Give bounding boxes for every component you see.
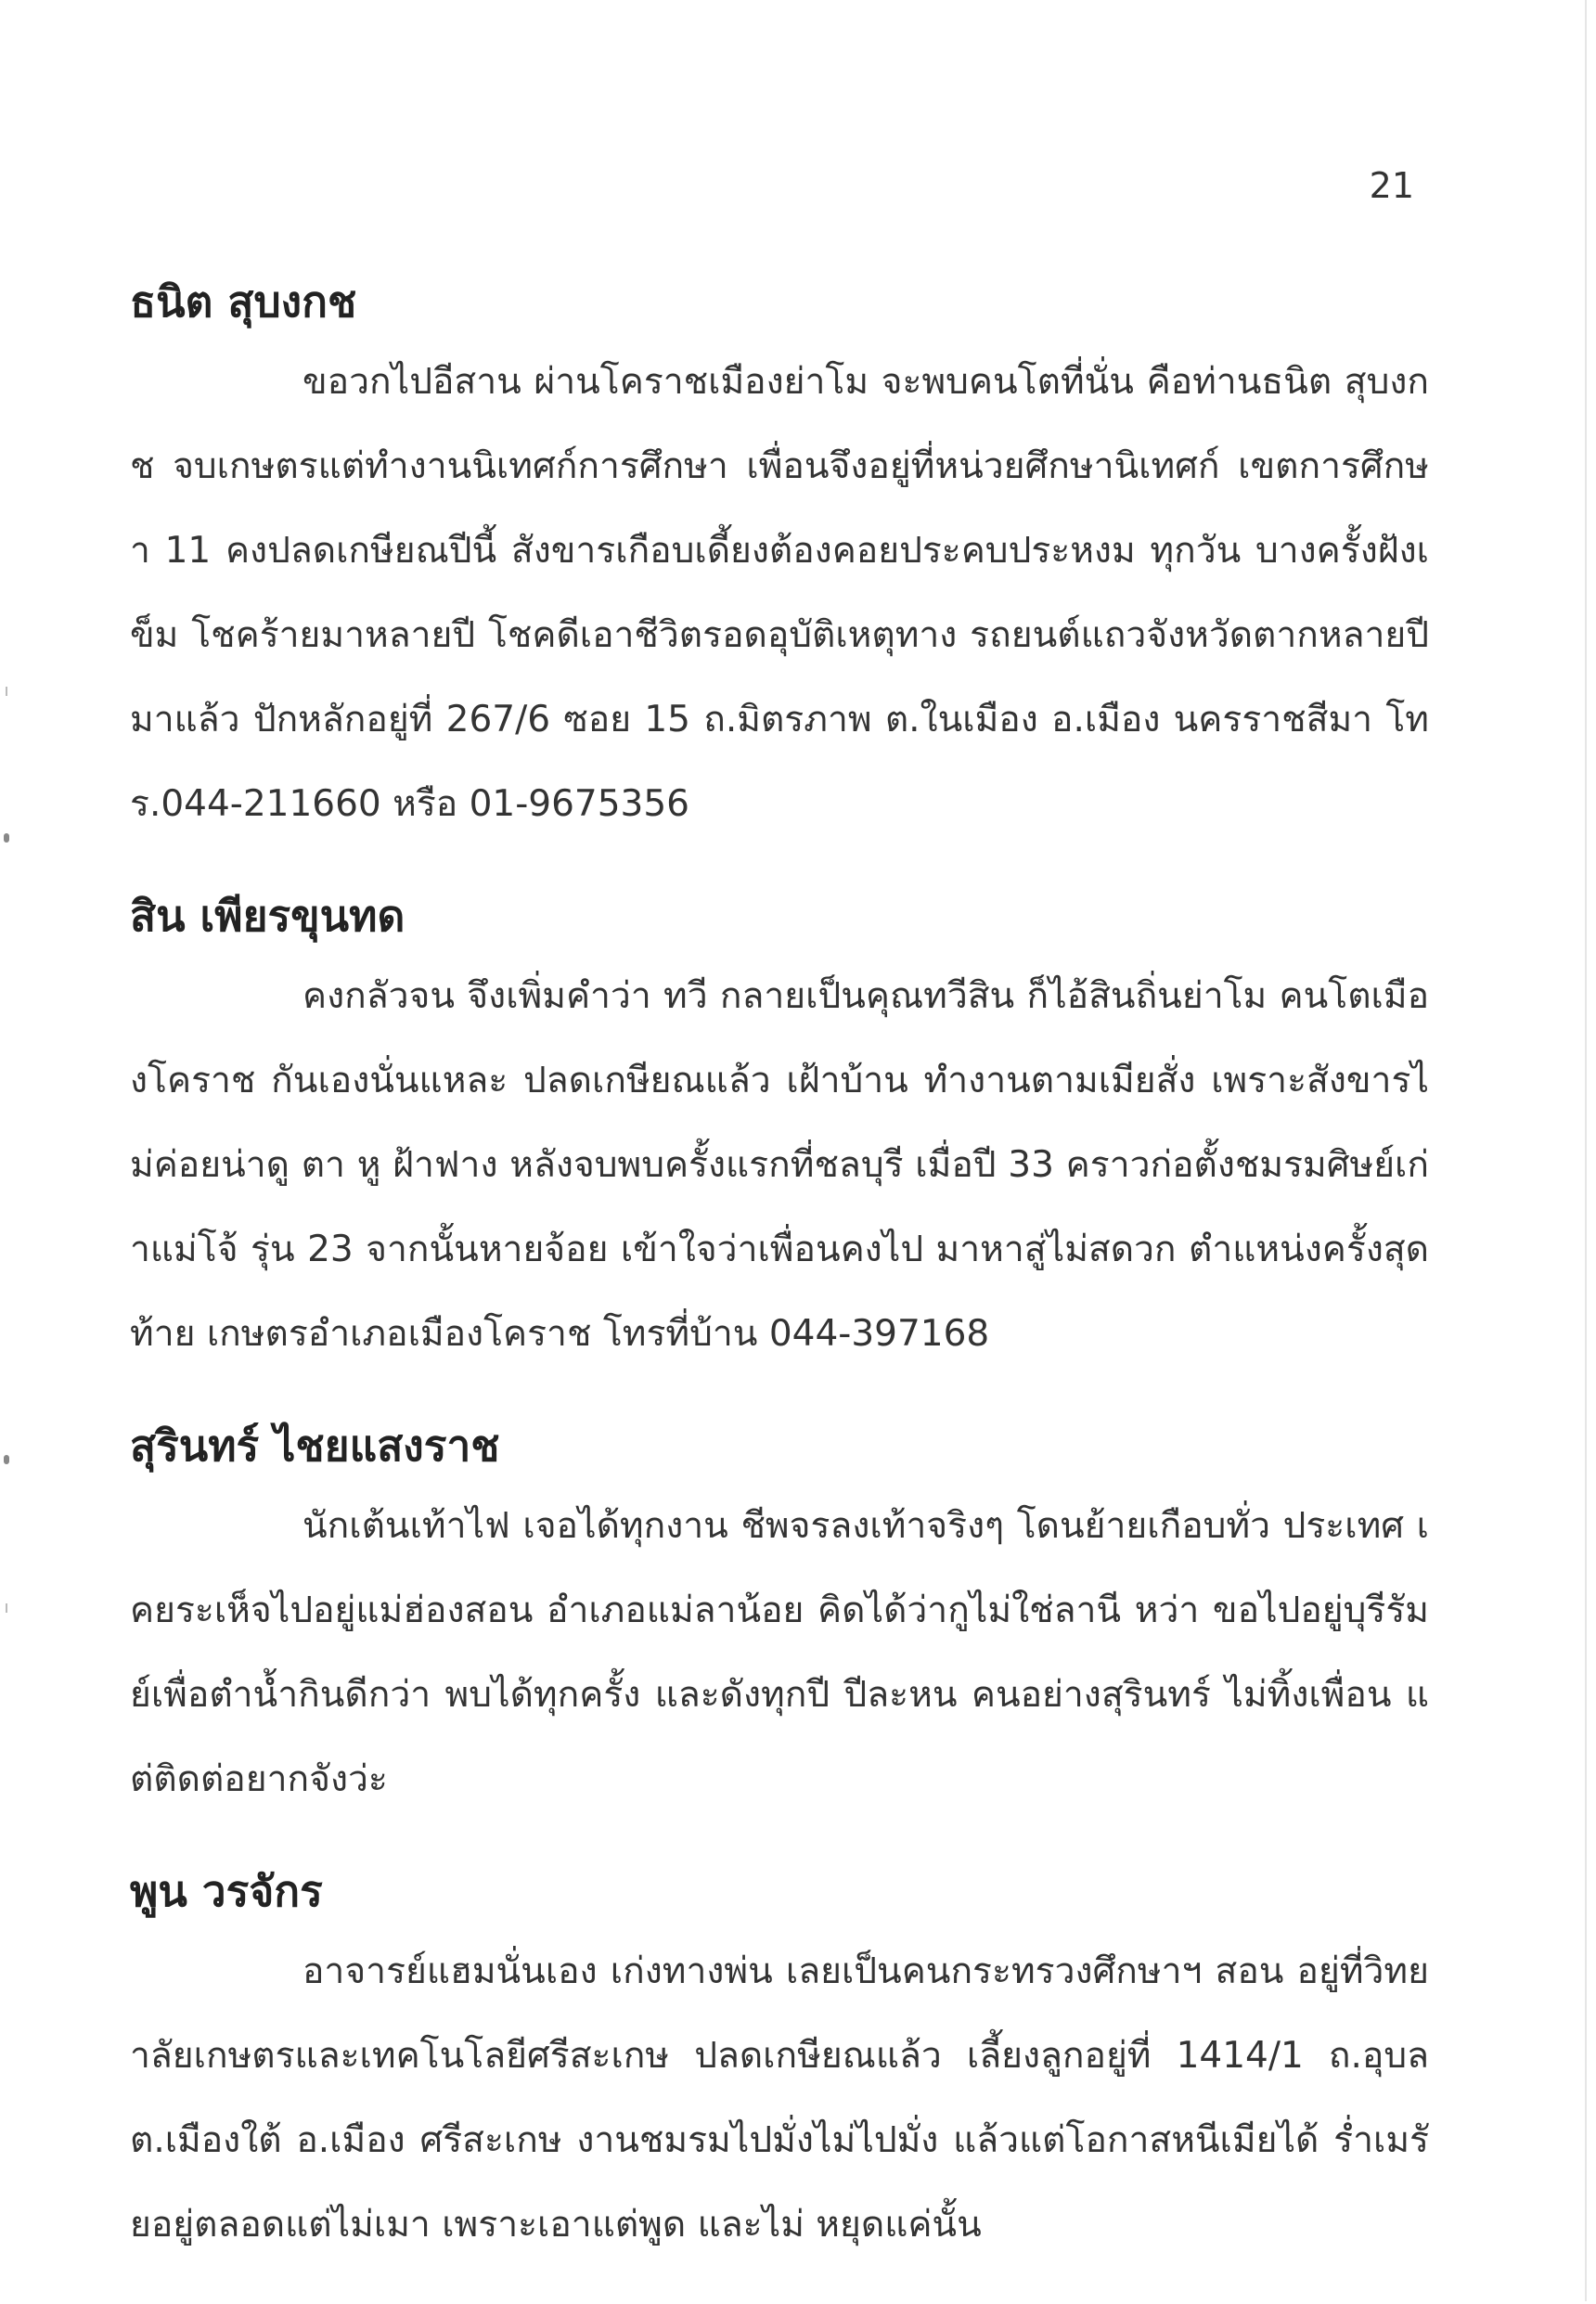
section-paragraph: คงกลัวจน จึงเพิ่มคำว่า ทวี กลายเป็นคุณทวีสิน ก็ไอ้สินถิ่นย่าโม คนโตเมืองโคราช กันเองนั่นแหละ ปลดเกษียณแล้ว เฝ้าบ้าน ทำงานตามเมียสั่ง เพราะสังขารไม่ค่อยน่าดู ตา หู ฝ้าฟาง หลังจบพบครั้งแรกที่ชลบุรี เมื่อปี 33 คราวก่อตั้งชมรมศิษย์เก่าแม่โจ้ รุ่น 23 จากนั้นหายจ้อย เข้าใจว่าเพื่อนคงไป มาหาสู่ไม่สดวก ตำแหน่งครั้งสุดท้าย เกษตรอำเภอเมืองโคราช โทรที่บ้าน 044-397168 [130, 975, 1429, 1355]
section-heading: สุรินทร์ ไชยแสงราช [130, 1421, 500, 1471]
section-heading: พูน วรจักร [130, 1866, 323, 1916]
section-sin [130, 883, 1429, 1376]
section-heading: สิน เพียรขุนทด [130, 891, 405, 941]
margin-mark [6, 687, 7, 696]
margin-dot [4, 833, 9, 843]
page-edge-shadow [1585, 0, 1587, 2301]
section-paragraph: ขอวกไปอีสาน ผ่านโคราชเมืองย่าโม จะพบคนโตที่นั่น คือท่านธนิต สุบงกช จบเกษตรแต่ทำงานนิเทศก์การศึกษา เพื่อนจึงอยู่ที่หน่วยศึกษานิเทศก์ เขตการศึกษา 11 คงปลดเกษียณปีนี้ สังขารเกือบเดี้ยงต้องคอยประคบประหงม ทุกวัน บางครั้งฝังเข็ม โชคร้ายมาหลายปี โชคดีเอาชีวิตรอดอุบัติเหตุทาง รถยนต์แถวจังหวัดตากหลายปีมาแล้ว ปักหลักอยู่ที่ 267/6 ซอย 15 ถ.มิตรภาพ ต.ในเมือง อ.เมือง นครราชสีมา โทร.044-211660 หรือ 01-9675356 [130, 361, 1429, 825]
section-heading: ธนิต สุบงกช [130, 277, 357, 327]
section-thanit [130, 269, 1429, 846]
section-phun [130, 1859, 1429, 2267]
section-paragraph: อาจารย์แฮมนั่นเอง เก่งทางพ่น เลยเป็นคนกระทรวงศึกษาฯ สอน อยู่ที่วิทยาลัยเกษตรและเทคโนโลยีศรีสะเกษ ปลดเกษียณแล้ว เลี้ยงลูกอยู่ที่ 1414/1 ถ.อุบล ต.เมืองใต้ อ.เมือง ศรีสะเกษ งานชมรมไปมั่งไม่ไปมั่ง แล้วแต่โอกาสหนีเมียได้ ร่ำเมรัยอยู่ตลอดแต่ไม่เมา เพราะเอาแต่พูด และไม่ หยุดแค่นั้น [130, 1950, 1429, 2246]
document-body [130, 269, 1429, 2304]
page-number: 21 [1369, 165, 1414, 206]
section-surin [130, 1413, 1429, 1821]
section-paragraph: นักเต้นเท้าไฟ เจอได้ทุกงาน ชีพจรลงเท้าจริงๆ โดนย้ายเกือบทั่ว ประเทศ เคยระเห็จไปอยู่แม่ฮ่องสอน อำเภอแม่ลาน้อย คิดได้ว่ากูไม่ใช่ลานี หว่า ขอไปอยู่บุรีรัมย์เพื่อตำน้ำกินดีกว่า พบได้ทุกครั้ง และดังทุกปี ปีละหน คนอย่างสุรินทร์ ไม่ทิ้งเพื่อน แต่ติดต่อยากจังว่ะ [130, 1505, 1429, 1800]
margin-mark [6, 1603, 7, 1613]
margin-dot [4, 1455, 9, 1464]
